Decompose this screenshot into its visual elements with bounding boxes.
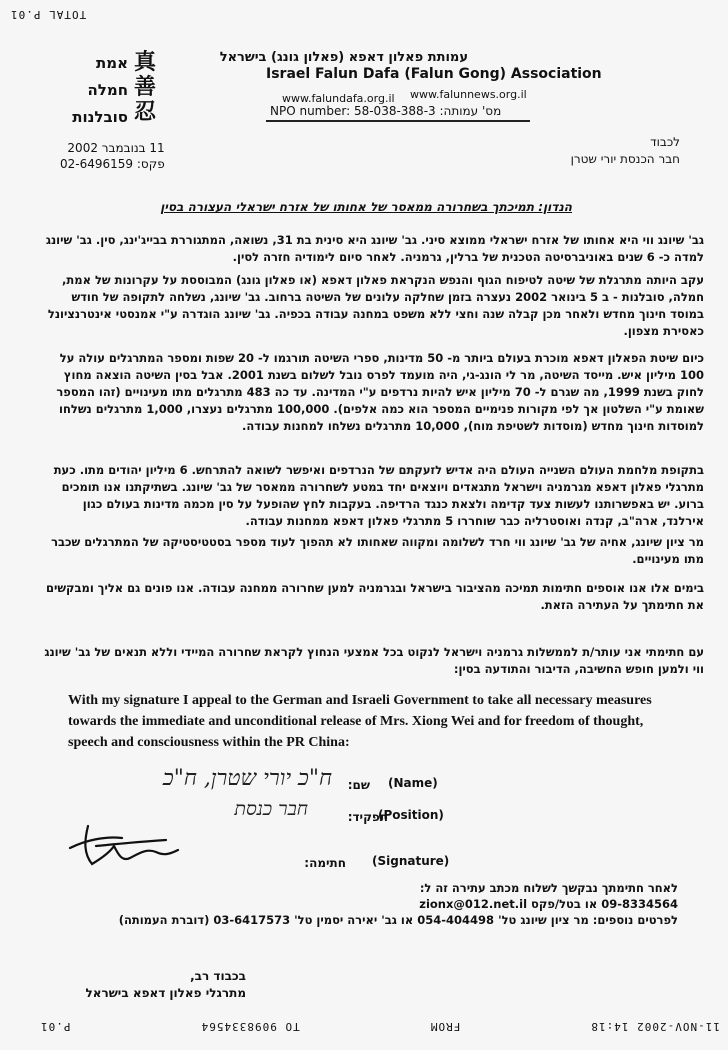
name-label-hebrew: שם: — [347, 778, 370, 792]
org-name-english: Israel Falun Dafa (Falun Gong) Association — [266, 66, 602, 82]
logo-char-ren: 忍 — [133, 99, 156, 125]
values-list — [72, 50, 128, 131]
closing-sender: מתרגלי פאלון דאפא בישראל — [85, 986, 246, 1000]
paragraph-petition: בימים אלו אנו אוספים חתימות תמיכה מהציבור בישראל ובגרמניה למען שחרורה ממחנה עבודה. אנו פונים גם אליך ומבקשים את חתימתך על העתירה הזאת. — [45, 581, 704, 612]
closing-block — [85, 968, 246, 1002]
value-forbearance: סובלנות — [72, 108, 128, 126]
fax-footer-to: TO 9098334564 — [200, 1020, 300, 1033]
paragraph-arrest: עקב היותה מתרגלת של שיטה לטיפוח הגוף והנפש הנקראת פאלון דאפא (או פאלון גונג) המבוססת על עקרונות של אמת, חמלה, סובלנות - ב 5 בינואר 2002 נעצרה בזמן שחלקה עלונים של השיטה ברחוב. גב' שיונג, נשלחה לתקופה של חודש במוסד חינוך מחדש ולאחר מכן קבלה שנה וחצי ללא משפט במחנה עבודה בכפיה. גב' שיונג הוגדרה ע"י אמנסטי אינטרנציונל כאסירת מצפון. — [47, 273, 704, 338]
position-label-english: (Position) — [378, 808, 444, 822]
paragraph-appeal-hebrew: עם חתימתי אני עותר/ת לממשלות גרמניה וישראל לנקוט בכל אמצעי הנחוץ לקראת שחרורה המיידי וללא תנאים של גב' שיונג ווי ולמען חופש החשיבה, הדיבור והתודעה בסין: — [44, 645, 704, 676]
signature-label-hebrew: חתימה: — [304, 856, 346, 870]
fax-footer-from: FROM — [429, 1020, 461, 1033]
letter-date: 11 בנובמבר 2002 — [67, 141, 165, 155]
header-divider — [266, 120, 530, 122]
name-label-english: (Name) — [388, 776, 438, 790]
logo-chinese-characters — [130, 50, 160, 125]
paragraph-history: בתקופת מלחמת העולם השנייה העולם היה אדיש לזעקתם של הנרדפים ואיפשר לשואה להתרחש. 6 מיליון יהודים מתו. כעת מתרגלי פאלון דאפא מגרמניה וישראל מתגאדים ויוצאים יחד במטע לשחרורה ממאסר של גב' שיונג. בשתיקתנו אנו תומכים ברוע. יש באפשרותנו לעשות צעד קדימה ולצאת כנגד הרדיפה. בעקבות לחץ שהופעל על סין מכמה מדינות בעולם כגון אירלנד, ארה"ב, קנדה ואוסטרליה כבר שוחררו 5 מתרגלי פאלון דאפא ממחנות עבודה. — [53, 463, 704, 528]
fax-number: פקס: 02-6496159 — [60, 157, 165, 171]
npo-number: NPO number: 58-038-388-3 :מס' עמותה — [270, 104, 502, 118]
closing-regards: בכבוד רב, — [190, 969, 246, 983]
value-truth: אמת — [95, 54, 128, 72]
recipient-salutation: לכבוד — [650, 135, 680, 149]
signature-label-english: (Signature) — [372, 854, 450, 868]
handwritten-name: ח"כ יורי שטרן, ח"כ — [162, 766, 332, 791]
more-info-line: לפרטים נוספים: מר ציון שיונג טל' 054-404498 או גב' יאירה יסמין טל' 03-6417573 (דוברת העמותה) — [118, 913, 678, 927]
letter-subject: הנדון: תמיכתך בשחרורה ממאסר של אחותו של אזרח ישראלי העצורה בסין — [160, 200, 572, 214]
send-instructions — [119, 880, 678, 928]
logo-char-zhen: 真 — [133, 49, 156, 75]
paragraph-persecution: כיום שיטת הפאלון דאפא מוכרת בעולם ביותר מ- 50 מדינות, ספרי השיטה תורגמו ל- 20 שפות ומספר המתרגלים עולה על 100 מיליון איש. מייסד השיטה, מר לי הונג-גי, היה מועמד לפרס נובל לשלום בשנת 2001. אבל בסין השיטה הוצאה מחוץ לחוק בשנת 1999, מה שגרם ל- 70 מיליון איש להיות נרדפים ע"י המדינה. עד כה 483 מתרגלים מתו מעינויים (זהו המספר שאומת ע"י השלטון אך לפי מקורות פנימיים המספר הוא כמה אלפים). 100,000 מתרגלים נעצרו, 1,000 מתרגלים נשלחו למוסדות חינוך מחדש (מוסדות לשטיפת מוח), 10,000 מתרגלים נשלחו למחנות עבודה. — [56, 351, 704, 433]
paragraph-brother: מר ציון שיונג, אחיה של גב' שיונג ווי חרד לשלומה ומקווה שאחותו לא תהפוך לעוד מספר בסטטיסטיקה של המתרגלים שכבר מתו מעינויים. — [51, 535, 704, 566]
position-label-hebrew: תפקיד: — [347, 810, 388, 824]
logo-char-shan: 善 — [133, 74, 156, 100]
appeal-english: With my signature I appeal to the German and Israeli Government to take all necessary measures towards the immediate and unconditional release of Mrs. Xiong Wei and for freedom of thought, speech and consciousness within the PR China: — [68, 693, 652, 750]
send-contact-line: 09-8334564 או בטל/פקס zionx@012.net.il — [419, 897, 678, 911]
fax-footer — [40, 1020, 720, 1033]
value-compassion: חמלה — [87, 81, 128, 99]
website-falundafa: www.falundafa.org.il — [282, 92, 395, 105]
recipient-block — [571, 134, 680, 168]
website-falunnews: www.falunnews.org.il — [410, 88, 527, 101]
handwritten-signature — [66, 818, 186, 870]
recipient-name: חבר הכנסת יורי שטרן — [570, 152, 680, 166]
send-instruction-line: לאחר חתימתך נבקשך לשלוח מכתב עתירה זה ל: — [419, 881, 678, 895]
date-block — [60, 140, 165, 172]
fax-footer-page: P.01 — [40, 1020, 71, 1033]
fax-footer-date: 11-NOV-2002 14:18 — [590, 1020, 720, 1033]
org-name-hebrew: עמותת פאלון דאפא (פאלון גונג) בישראל — [219, 50, 468, 65]
fax-header-total: TOTAL P.01 — [10, 8, 87, 21]
handwritten-position: חבר כנסת — [234, 798, 308, 820]
paragraph-background: גב' שיונג ווי היא אחותו של אזרח ישראלי ממוצא סיני. גב' שיונג היא סינית בת 31, נשואה, המתגוררת בבייג'ינג, סין. גב' שיונג למדה כ- 6 שנים באוניברסיטה הטכנית של ברלין, גרמניה. לאחר סיום לימודיה חזרה לסין. — [45, 233, 704, 264]
